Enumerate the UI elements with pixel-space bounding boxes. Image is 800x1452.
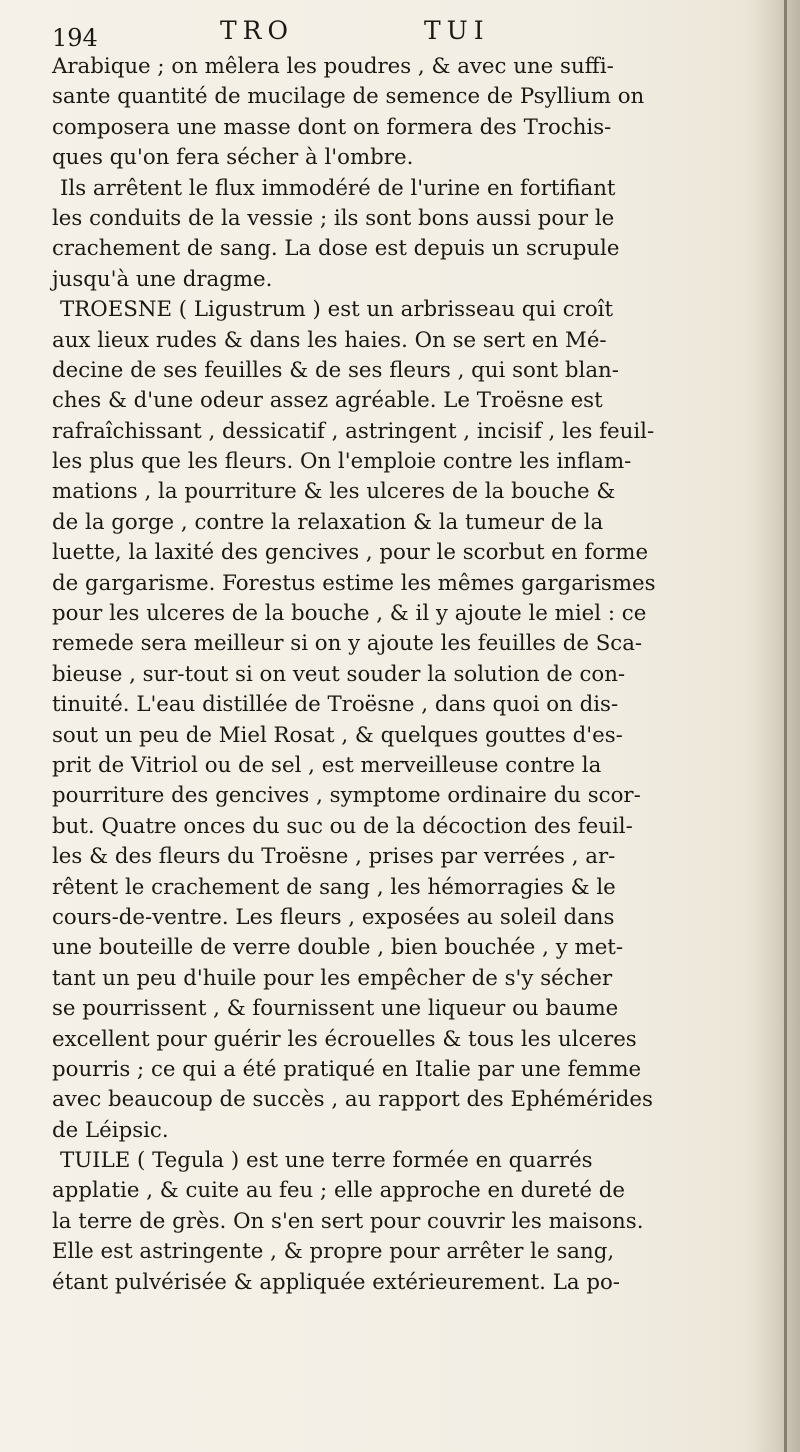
text-line: se pourrissent , & fournissent une liqueur ou baume xyxy=(52,996,619,1022)
text-line: pourris ; ce qui a été pratiqué en Italie par une femme xyxy=(52,1056,642,1082)
text-line: cours-de-ventre. Les fleurs , exposées au soleil dans xyxy=(52,904,615,930)
text-line: les & des fleurs du Troësne , prises par verrées , ar- xyxy=(52,844,616,870)
text-line: composera une masse dont on formera des Trochis- xyxy=(52,114,612,140)
text-line: sout un peu de Miel Rosat , & quelques gouttes d'es- xyxy=(52,722,623,748)
text-line: aux lieux rudes & dans les haies. On se sert en Mé- xyxy=(52,327,607,353)
text-line: les plus que les fleurs. On l'emploie contre les inflam- xyxy=(52,449,632,475)
text-line: les conduits de la vessie ; ils sont bons aussi pour le xyxy=(52,205,615,231)
text-line: sante quantité de mucilage de semence de Psyllium on xyxy=(52,84,645,110)
text-line: crachement de sang. La dose est depuis un scrupule xyxy=(52,236,620,262)
text-line: rêtent le crachement de sang , les hémorragies & le xyxy=(52,874,616,900)
text-line: rafraîchissant , dessicatif , astringent , incisif , les feuil- xyxy=(52,418,655,444)
text-line: mations , la pourriture & les ulceres de la bouche & xyxy=(52,479,616,505)
text-line: Elle est astringente , & propre pour arrêter le sang, xyxy=(52,1239,615,1265)
text-line: avec beaucoup de succès , au rapport des Ephémérides xyxy=(52,1087,653,1113)
text-line: de la gorge , contre la relaxation & la tumeur de la xyxy=(52,509,604,535)
text-line: excellent pour guérir les écrouelles & tous les ulceres xyxy=(52,1026,637,1052)
text-line: la terre de grès. On s'en sert pour couvrir les maisons. xyxy=(52,1208,644,1234)
text-line: prit de Vitriol ou de sel , est merveilleuse contre la xyxy=(52,752,602,778)
text-line: ches & d'une odeur assez agréable. Le Troësne est xyxy=(52,388,603,414)
body-text xyxy=(52,52,742,1298)
text-line: luette, la laxité des gencives , pour le scorbut en forme xyxy=(52,540,649,566)
text-line: decine de ses feuilles & de ses fleurs , qui sont blan- xyxy=(52,357,619,383)
text-line: tinuité. L'eau distillée de Troësne , dans quoi on dis- xyxy=(52,692,619,718)
running-header xyxy=(52,16,692,56)
text-line: applatie , & cuite au feu ; elle approche en dureté de xyxy=(52,1178,625,1204)
text-line: pourriture des gencives , symptome ordinaire du scor- xyxy=(52,783,641,809)
page-edge-shadow xyxy=(742,0,800,1452)
page-number: 194 xyxy=(52,24,98,52)
running-head-right: TUI xyxy=(424,16,490,45)
text-line: de Léipsic. xyxy=(52,1117,169,1143)
text-line: de gargarisme. Forestus estime les mêmes gargarismes xyxy=(52,570,656,596)
text-line: jusqu'à une dragme. xyxy=(52,266,273,292)
binding-edge xyxy=(784,0,787,1452)
text-line: pour les ulceres de la bouche , & il y ajoute le miel : ce xyxy=(52,601,647,627)
text-line: Arabique ; on mêlera les poudres , & avec une suffi- xyxy=(52,54,614,79)
text-line: bieuse , sur-tout si on veut souder la solution de con- xyxy=(52,661,626,687)
text-line: but. Quatre onces du suc ou de la décoction des feuil- xyxy=(52,813,633,839)
text-line: tant un peu d'huile pour les empêcher de s'y sécher xyxy=(52,965,613,991)
text-line: Ils arrêtent le flux immodéré de l'urine en fortifiant xyxy=(60,175,616,201)
text-line: remede sera meilleur si on y ajoute les feuilles de Sca- xyxy=(52,631,643,657)
entry-heading-tuile: TUILE ( Tegula ) est une terre formée en quarrés xyxy=(60,1148,593,1174)
running-head-left: TRO xyxy=(220,16,294,45)
entry-heading-troesne: TROESNE ( Ligustrum ) est un arbrisseau qui croît xyxy=(60,297,614,323)
text-line: une bouteille de verre double , bien bouchée , y met- xyxy=(52,935,624,961)
text-line: ques qu'on fera sécher à l'ombre. xyxy=(52,145,414,171)
text-line: étant pulvérisée & appliquée extérieurement. La po- xyxy=(52,1269,620,1295)
